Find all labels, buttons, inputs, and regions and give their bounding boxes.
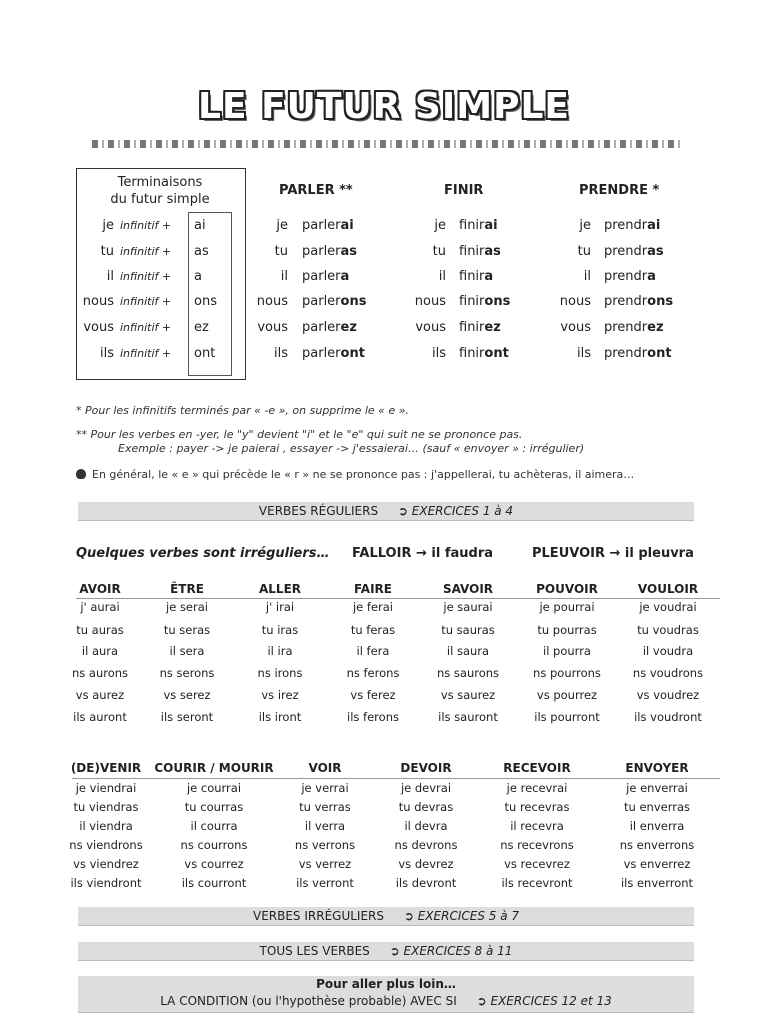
exercise-bar-all[interactable] bbox=[78, 942, 694, 961]
verb-header: FINIR bbox=[444, 183, 484, 198]
irregular-form: je viendrai bbox=[75, 781, 137, 795]
irregular-form: il devra bbox=[404, 819, 448, 833]
irregular-form: ns recevrons bbox=[500, 838, 574, 852]
terminaison-pronoun: tu bbox=[100, 244, 114, 259]
falloir-form: FALLOIR → il faudra bbox=[352, 546, 494, 561]
conjugation-form bbox=[302, 244, 357, 259]
irregular-intro: Quelques verbes sont irréguliers… bbox=[76, 546, 330, 561]
verb-stem: finir bbox=[459, 269, 485, 284]
conjugation-pronoun: je bbox=[276, 218, 288, 233]
conjugation-pronoun: il bbox=[438, 269, 446, 284]
exercise-bar-condition[interactable] bbox=[78, 976, 694, 1013]
irregular-form: ils devront bbox=[395, 876, 457, 890]
verb-stem: parler bbox=[302, 294, 341, 309]
conjugation-form bbox=[604, 346, 672, 361]
conjugation-pronoun: tu bbox=[577, 244, 591, 259]
verb-ending: as bbox=[647, 244, 664, 259]
conjugation-form bbox=[459, 320, 501, 335]
irregular-form: il enverra bbox=[629, 819, 685, 833]
verb-ending: ons bbox=[484, 294, 511, 309]
conjugation-form bbox=[302, 218, 354, 233]
bar-label: VERBES RÉGULIERS bbox=[258, 504, 379, 518]
irregular-form: vs serez bbox=[163, 688, 211, 702]
irregular-form: ns irons bbox=[257, 666, 303, 680]
irregular-form: ils seront bbox=[160, 710, 214, 724]
irregular-form: ils enverront bbox=[620, 876, 694, 890]
conjugation-form bbox=[302, 269, 349, 284]
irregular-verb-header: COURIR / MOURIR bbox=[154, 761, 274, 775]
irregular-verb-header: RECEVOIR bbox=[503, 761, 571, 775]
conjugation-pronoun: vous bbox=[560, 320, 591, 335]
irregular-form: tu verras bbox=[299, 800, 351, 814]
bar-exercise-link[interactable]: EXERCICES 1 à 4 bbox=[411, 504, 514, 518]
verb-stem: parler bbox=[302, 244, 341, 259]
conjugation-pronoun: ils bbox=[577, 346, 591, 361]
irregular-form: je ferai bbox=[352, 600, 394, 614]
irregular-form: je devrai bbox=[400, 781, 452, 795]
irregular-form: vs courrez bbox=[184, 857, 244, 871]
terminaison-infinitif: infinitif + bbox=[120, 321, 172, 334]
terminaison-pronoun: il bbox=[106, 269, 114, 284]
irregular-form: il verra bbox=[304, 819, 346, 833]
irregular-form: tu viendras bbox=[73, 800, 139, 814]
exercise-bar-irregular[interactable] bbox=[78, 907, 694, 926]
terminaison-infinitif: infinitif + bbox=[120, 295, 172, 308]
conjugation-pronoun: vous bbox=[415, 320, 446, 335]
irregular-form: il sera bbox=[169, 644, 205, 658]
irregular-verb-header: SAVOIR bbox=[442, 582, 494, 596]
irregular-form: vs aurez bbox=[75, 688, 125, 702]
conjugation-form bbox=[459, 218, 498, 233]
verb-ending: ai bbox=[647, 218, 661, 233]
verb-stem: prendr bbox=[604, 320, 648, 335]
note-e-pronunciation-text: En général, le « e » qui précède le « r » ne se prononce pas : j'appellerai, tu achèteras, il aimera… bbox=[92, 468, 635, 481]
irregular-verb-header: AVOIR bbox=[79, 582, 121, 596]
conjugation-form bbox=[459, 269, 493, 284]
terminaison-pronoun: ils bbox=[100, 346, 114, 361]
irregular-form: tu sauras bbox=[441, 623, 495, 637]
verb-ending: ez bbox=[484, 320, 501, 335]
irregular-form: ils iront bbox=[258, 710, 302, 724]
irregular-form: il saura bbox=[446, 644, 490, 658]
verb-stem: prendr bbox=[604, 269, 648, 284]
verb-ending: ez bbox=[647, 320, 664, 335]
irregular-form: ns enverrons bbox=[619, 838, 695, 852]
terminaison-infinitif: infinitif + bbox=[120, 347, 172, 360]
irregular-form: je saurai bbox=[443, 600, 493, 614]
irregular-form: ils voudront bbox=[634, 710, 702, 724]
conjugation-form bbox=[604, 269, 656, 284]
conjugation-pronoun: je bbox=[434, 218, 446, 233]
irregular-form: il voudra bbox=[642, 644, 694, 658]
irregular-form: tu feras bbox=[350, 623, 396, 637]
irregular-verb-header: VOULOIR bbox=[637, 582, 699, 596]
verb-ending: ez bbox=[340, 320, 357, 335]
terminaison-infinitif: infinitif + bbox=[120, 219, 172, 232]
verb-ending: ont bbox=[484, 346, 509, 361]
conjugation-form bbox=[302, 320, 357, 335]
terminaison-ending: ons bbox=[194, 294, 217, 309]
verb-stem: prendr bbox=[604, 218, 648, 233]
irregular-form: ils ferons bbox=[347, 710, 399, 724]
irregular-form: il recevra bbox=[510, 819, 564, 833]
verb-stem: parler bbox=[302, 320, 341, 335]
irregular-verb-header: DEVOIR bbox=[400, 761, 452, 775]
verb-ending: ai bbox=[484, 218, 498, 233]
page-title: LE FUTUR SIMPLE bbox=[198, 86, 570, 127]
terminaison-pronoun: je bbox=[102, 218, 114, 233]
verb-ending: a bbox=[647, 269, 656, 284]
verb-stem: finir bbox=[459, 244, 485, 259]
irregular-form: il ira bbox=[267, 644, 293, 658]
verb-stem: prendr bbox=[604, 346, 648, 361]
terminaison-ending: ont bbox=[194, 346, 216, 361]
verb-ending: as bbox=[484, 244, 501, 259]
conjugation-form bbox=[604, 218, 660, 233]
conjugation-form bbox=[604, 294, 673, 309]
irregular-form: tu iras bbox=[261, 623, 299, 637]
verb-stem: parler bbox=[302, 218, 341, 233]
irregular-form: ils sauront bbox=[438, 710, 498, 724]
verb-stem: finir bbox=[459, 346, 485, 361]
irregular-form: vs enverrez bbox=[623, 857, 691, 871]
bar-line1: Pour aller plus loin… bbox=[316, 977, 456, 991]
terminaison-infinitif: infinitif + bbox=[120, 245, 172, 258]
irregular-verb-header: POUVOIR bbox=[536, 582, 598, 596]
conjugation-pronoun: il bbox=[583, 269, 591, 284]
irregular-form: ns devrons bbox=[394, 838, 458, 852]
irregular-form: tu seras bbox=[163, 623, 211, 637]
irregular-form: ils verront bbox=[296, 876, 354, 890]
verb-stem: parler bbox=[302, 346, 341, 361]
irregular-table2-rule bbox=[72, 778, 720, 779]
irregular-form: j' aurai bbox=[80, 600, 120, 614]
irregular-verb-header: VOIR bbox=[308, 761, 342, 775]
conjugation-pronoun: tu bbox=[432, 244, 446, 259]
verb-stem: prendr bbox=[604, 244, 648, 259]
irregular-form: je pourrai bbox=[539, 600, 595, 614]
irregular-form: ils viendront bbox=[70, 876, 142, 890]
title-divider bbox=[92, 140, 680, 148]
irregular-form: j' irai bbox=[265, 600, 295, 614]
terminaison-pronoun: vous bbox=[83, 320, 114, 335]
irregular-verb-header: ENVOYER bbox=[625, 761, 689, 775]
conjugation-pronoun: vous bbox=[257, 320, 288, 335]
terminaison-ending: as bbox=[194, 244, 209, 259]
verb-stem: finir bbox=[459, 218, 485, 233]
conjugation-pronoun: il bbox=[280, 269, 288, 284]
irregular-form: ils pourront bbox=[534, 710, 600, 724]
irregular-form: je serai bbox=[166, 600, 208, 614]
conjugation-form bbox=[604, 320, 664, 335]
conjugation-form bbox=[459, 244, 501, 259]
conjugation-pronoun: ils bbox=[274, 346, 288, 361]
irregular-form: il courra bbox=[190, 819, 238, 833]
irregular-form: ns voudrons bbox=[632, 666, 704, 680]
conjugation-form bbox=[459, 294, 510, 309]
conjugation-pronoun: nous bbox=[256, 294, 288, 309]
verb-ending: ai bbox=[340, 218, 354, 233]
verb-stem: finir bbox=[459, 320, 485, 335]
irregular-form: ns serons bbox=[159, 666, 215, 680]
conjugation-pronoun: nous bbox=[559, 294, 591, 309]
irregular-form: tu voudras bbox=[637, 623, 699, 637]
verb-stem: finir bbox=[459, 294, 485, 309]
irregular-form: vs viendrez bbox=[73, 857, 139, 871]
bar-exercise-link[interactable]: EXERCICES 12 et 13 bbox=[490, 994, 612, 1008]
conjugation-pronoun: je bbox=[579, 218, 591, 233]
irregular-form: il fera bbox=[356, 644, 390, 658]
verb-ending: ont bbox=[647, 346, 672, 361]
verb-ending: ont bbox=[340, 346, 365, 361]
conjugation-form bbox=[302, 294, 366, 309]
irregular-form: ns ferons bbox=[346, 666, 400, 680]
arrow-icon: ➲ bbox=[403, 909, 414, 923]
terminaison-pronoun: nous bbox=[82, 294, 114, 309]
conjugation-pronoun: tu bbox=[274, 244, 288, 259]
irregular-form: je enverrai bbox=[626, 781, 688, 795]
irregular-form: je verrai bbox=[301, 781, 349, 795]
irregular-form: il aura bbox=[81, 644, 119, 658]
irregular-table1-rule bbox=[76, 598, 720, 599]
irregular-form: il pourra bbox=[543, 644, 591, 658]
irregular-form: il viendra bbox=[79, 819, 133, 833]
irregular-form: tu pourras bbox=[537, 623, 597, 637]
note-yer: ** Pour les verbes en -yer, le "y" devient "i" et le "e" qui suit ne se prononce pas. bbox=[76, 428, 523, 441]
irregular-verb-header: (DE)VENIR bbox=[70, 761, 142, 775]
verb-ending: ons bbox=[647, 294, 674, 309]
irregular-form: tu auras bbox=[76, 623, 124, 637]
irregular-verb-header: ÊTRE bbox=[170, 582, 204, 596]
irregular-form: je recevrai bbox=[506, 781, 568, 795]
irregular-form: vs verrez bbox=[298, 857, 352, 871]
verb-header: PARLER ** bbox=[279, 183, 353, 198]
bulb-icon bbox=[76, 469, 86, 479]
conjugation-pronoun: ils bbox=[432, 346, 446, 361]
irregular-form: ns courrons bbox=[180, 838, 248, 852]
exercise-bar-regular[interactable] bbox=[78, 502, 694, 521]
verb-stem: parler bbox=[302, 269, 341, 284]
irregular-form: vs pourrez bbox=[536, 688, 598, 702]
verb-ending: a bbox=[484, 269, 494, 284]
terminaisons-title-line2: du futur simple bbox=[110, 192, 210, 207]
terminaison-ending: ai bbox=[194, 218, 206, 233]
bar-exercise-link[interactable]: EXERCICES 8 à 11 bbox=[403, 944, 513, 958]
verb-ending: a bbox=[340, 269, 350, 284]
conjugation-form bbox=[604, 244, 664, 259]
irregular-form: tu devras bbox=[398, 800, 454, 814]
arrow-icon: ➲ bbox=[389, 944, 400, 958]
irregular-form: ns viendrons bbox=[69, 838, 143, 852]
note-e-suppression: * Pour les infinitifs terminés par « -e », on supprime le « e ». bbox=[76, 404, 409, 417]
irregular-form: je courrai bbox=[186, 781, 242, 795]
irregular-form: ns pourrons bbox=[533, 666, 601, 680]
conjugation-pronoun: nous bbox=[414, 294, 446, 309]
bar-label: VERBES IRRÉGULIERS bbox=[252, 909, 384, 923]
note-e-pronunciation bbox=[76, 468, 634, 481]
irregular-form: tu enverras bbox=[624, 800, 690, 814]
arrow-icon: ➲ bbox=[397, 504, 408, 518]
terminaison-ending: a bbox=[194, 269, 202, 284]
terminaison-infinitif: infinitif + bbox=[120, 270, 172, 283]
irregular-form: tu courras bbox=[184, 800, 244, 814]
irregular-form: ils recevront bbox=[501, 876, 573, 890]
irregular-form: vs devrez bbox=[398, 857, 454, 871]
conjugation-form bbox=[459, 346, 509, 361]
terminaisons-title-line1: Terminaisons bbox=[117, 175, 203, 190]
bar-exercise-link[interactable]: EXERCICES 5 à 7 bbox=[417, 909, 520, 923]
verb-stem: prendr bbox=[604, 294, 648, 309]
conjugation-form bbox=[302, 346, 365, 361]
irregular-form: vs recevrez bbox=[504, 857, 570, 871]
arrow-icon: ➲ bbox=[476, 994, 487, 1008]
irregular-form: tu recevras bbox=[504, 800, 570, 814]
irregular-form: vs irez bbox=[261, 688, 299, 702]
pleuvoir-form: PLEUVOIR → il pleuvra bbox=[532, 546, 694, 561]
verb-ending: as bbox=[340, 244, 358, 259]
irregular-form: je voudrai bbox=[639, 600, 697, 614]
irregular-form: ns saurons bbox=[436, 666, 500, 680]
verb-ending: ons bbox=[340, 294, 367, 309]
bar-label: LA CONDITION (ou l'hypothèse probable) AVEC SI bbox=[160, 994, 457, 1008]
terminaison-ending: ez bbox=[194, 320, 209, 335]
irregular-form: vs voudrez bbox=[636, 688, 700, 702]
irregular-form: vs saurez bbox=[440, 688, 496, 702]
verb-header: PRENDRE * bbox=[579, 183, 660, 198]
irregular-form: ns aurons bbox=[71, 666, 129, 680]
terminaisons-title bbox=[76, 174, 244, 208]
irregular-form: ns verrons bbox=[294, 838, 356, 852]
note-yer-example: Exemple : payer -> je paierai , essayer -> j'essaierai… (sauf « envoyer » : irrégulier) bbox=[118, 442, 585, 455]
bar-label: TOUS LES VERBES bbox=[259, 944, 370, 958]
irregular-form: vs ferez bbox=[350, 688, 396, 702]
irregular-verb-header: ALLER bbox=[258, 582, 302, 596]
irregular-form: ils courront bbox=[181, 876, 247, 890]
irregular-verb-header: FAIRE bbox=[353, 582, 392, 596]
irregular-form: ils auront bbox=[73, 710, 127, 724]
